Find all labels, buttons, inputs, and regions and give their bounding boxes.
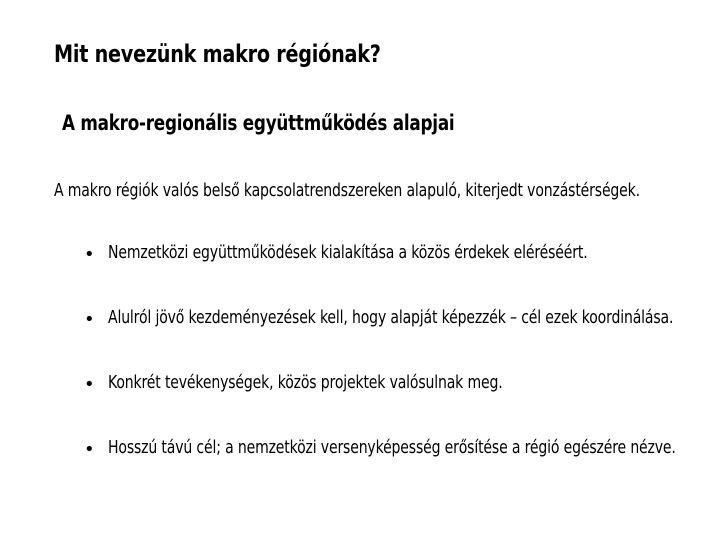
bullet-text: Hosszú távú cél; a nemzetközi versenyképesség erősítése a régió egészére nézve. xyxy=(108,437,676,458)
intro-text: A makro régiók valós belső kapcsolatrendszereken alapuló, kiterjedt vonzástérségek. xyxy=(54,180,640,201)
bullet-text: Alulról jövő kezdeményezések kell, hogy alapját képezzék – cél ezek koordinálása. xyxy=(108,307,674,328)
bullet-dot-icon: • xyxy=(84,244,95,265)
slide-title: Mit nevezünk makro régiónak? xyxy=(54,40,381,68)
bullet-dot-icon: • xyxy=(84,309,95,330)
slide-subtitle: A makro-regionális együttműködés alapjai xyxy=(62,111,455,135)
bullet-text: Nemzetközi együttműködések kialakítása a közös érdekek eléréséért. xyxy=(108,242,588,263)
bullet-text: Konkrét tevékenységek, közös projektek valósulnak meg. xyxy=(108,372,503,393)
bullet-dot-icon: • xyxy=(84,374,95,395)
bullet-dot-icon: • xyxy=(84,439,95,460)
